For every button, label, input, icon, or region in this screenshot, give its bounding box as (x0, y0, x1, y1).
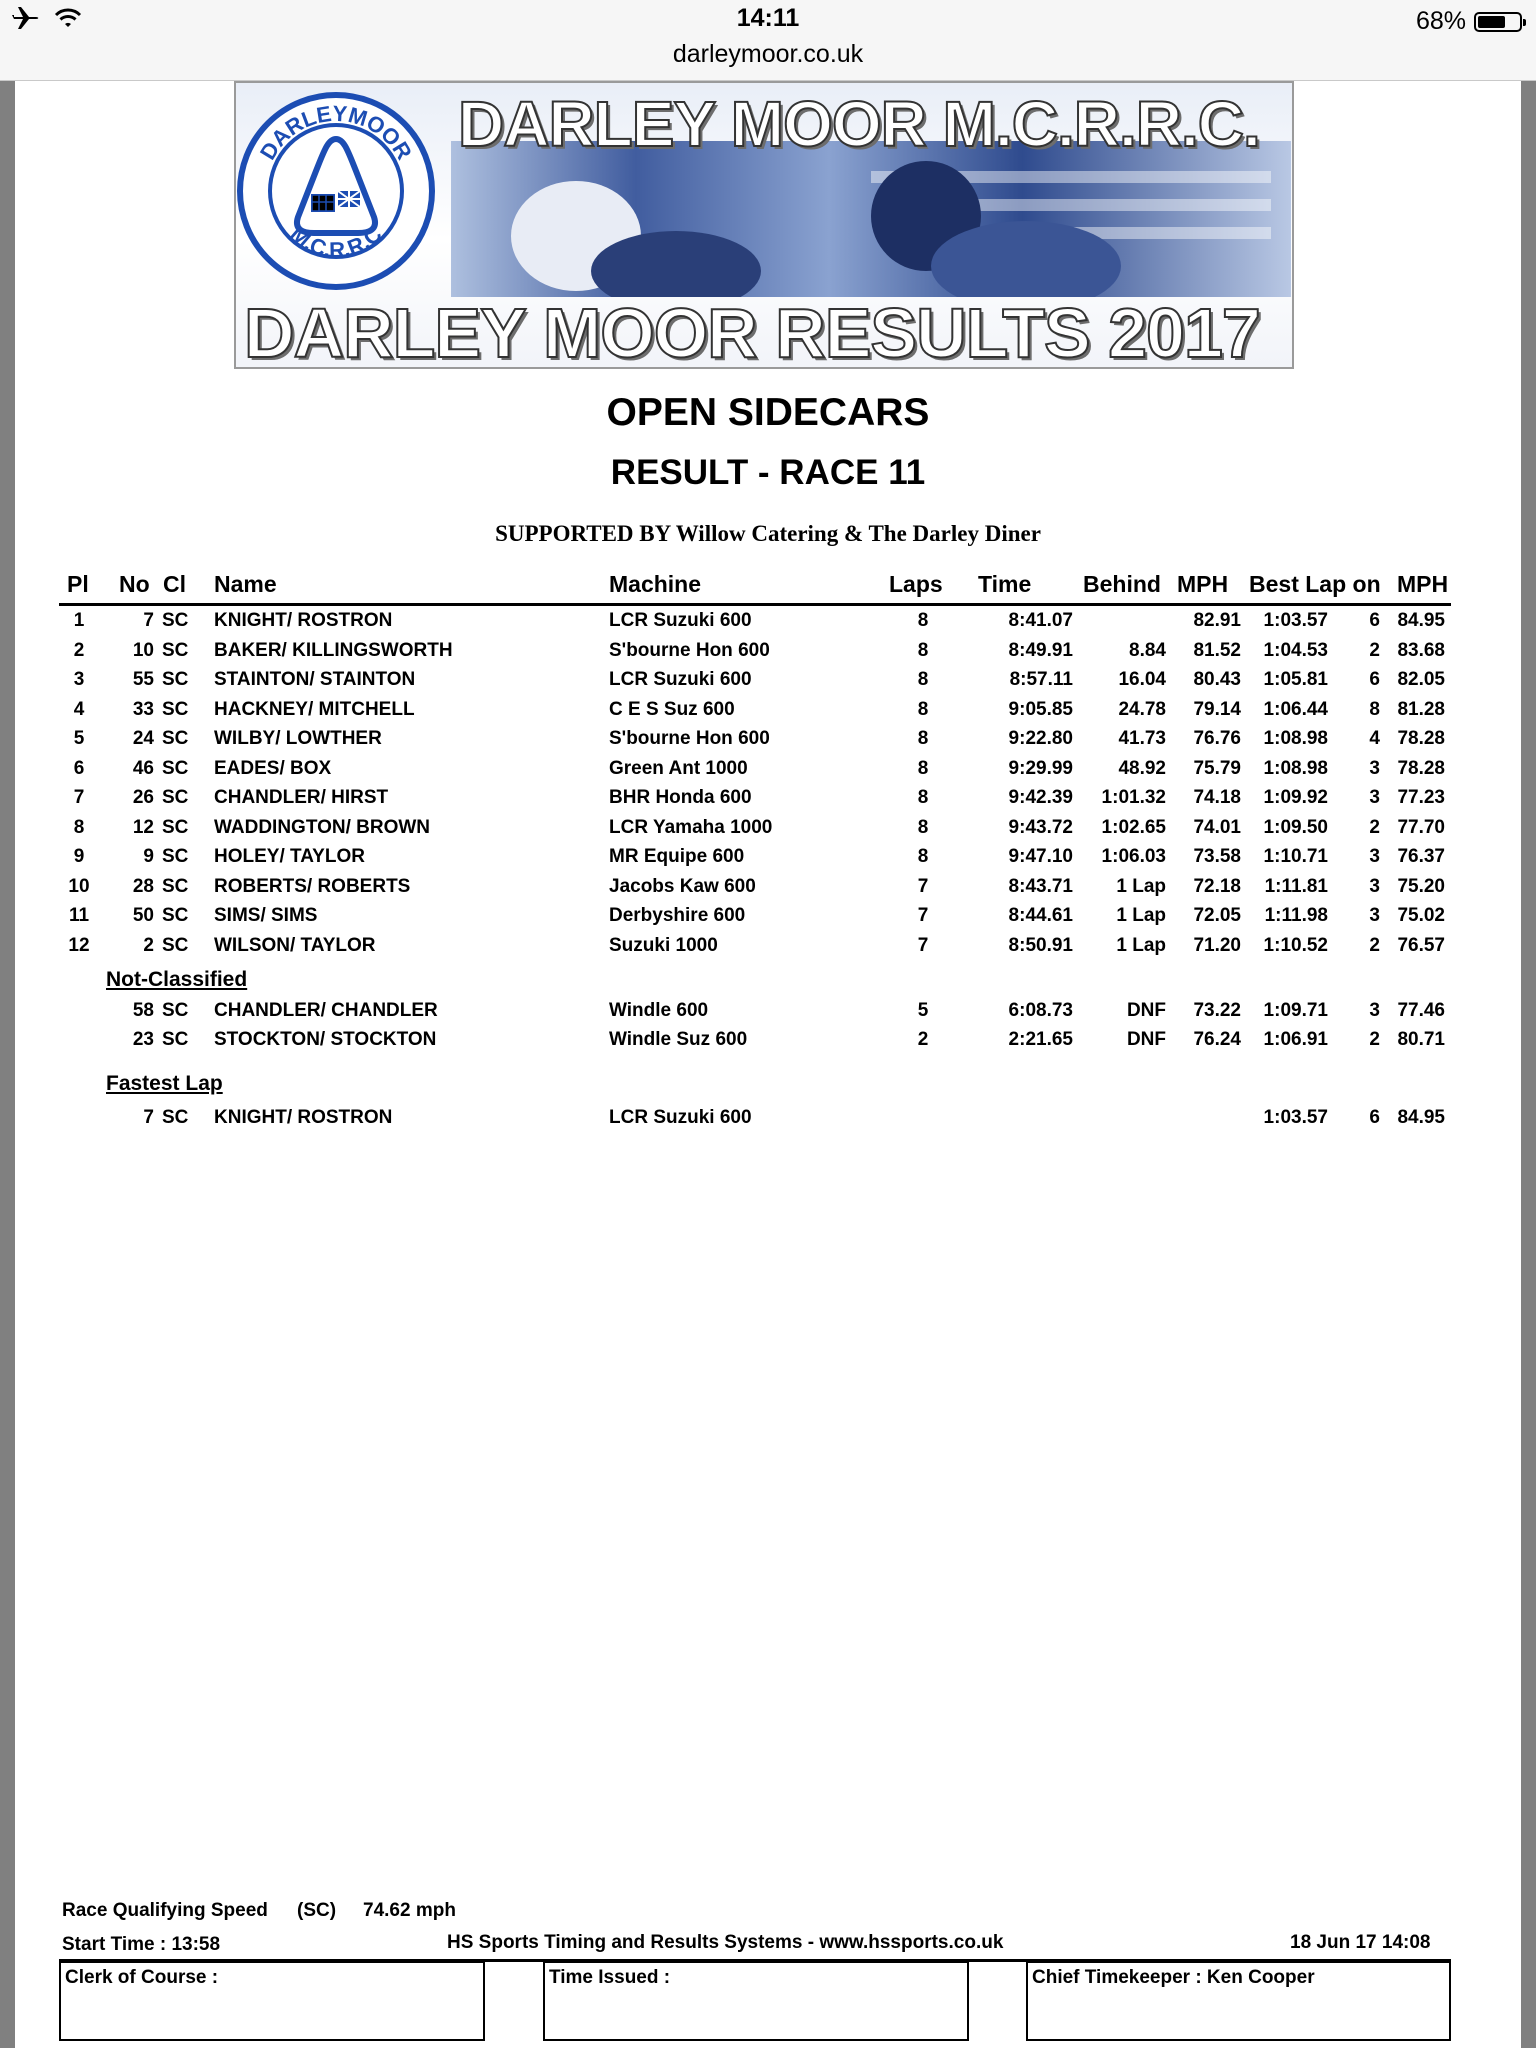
column-header: Cl (163, 571, 186, 597)
logo-bottom-text: M.C.R.R.C (285, 221, 387, 263)
cell-machine: LCR Suzuki 600 (609, 1107, 752, 1128)
cell-no: 33 (132, 698, 154, 720)
cell-laps: 8 (917, 787, 929, 808)
cell-behind: 24.78 (1118, 698, 1166, 720)
cell-pl: 11 (68, 905, 90, 926)
cell-cl: SC (162, 934, 189, 956)
cell-mph: 76.24 (1193, 1029, 1241, 1050)
cell-mph: 73.22 (1193, 1000, 1241, 1021)
cell-best-mph: 76.57 (1397, 934, 1445, 956)
cell-mph: 72.05 (1193, 905, 1241, 926)
cell-best: 1:11.81 (1264, 875, 1328, 897)
cell-no: 24 (132, 728, 154, 749)
qualifying-speed-value: 74.62 mph (363, 1900, 456, 1921)
cell-name: SIMS/ SIMS (214, 905, 318, 926)
cell-time: 9:22.80 (1008, 728, 1073, 749)
column-header: Best Lap on (1249, 571, 1381, 597)
cell-best: 1:10.52 (1263, 934, 1328, 956)
column-header: Name (214, 571, 277, 597)
cell-mph: 72.18 (1193, 875, 1241, 897)
cell-no: 28 (132, 875, 154, 897)
cell-machine: Suzuki 1000 (609, 934, 718, 956)
cell-name: WILSON/ TAYLOR (214, 934, 376, 956)
cell-machine: LCR Suzuki 600 (609, 610, 752, 631)
cell-machine: Windle Suz 600 (609, 1029, 748, 1050)
cell-mph: 79.14 (1193, 698, 1241, 720)
cell-best-mph: 81.28 (1397, 698, 1445, 720)
cell-time: 8:49.91 (1008, 639, 1073, 661)
clerk-of-course-box (59, 1961, 485, 2041)
cell-mph: 71.20 (1193, 934, 1241, 956)
cell-on: 6 (1369, 669, 1380, 690)
cell-time: 9:29.99 (1008, 757, 1073, 779)
cell-pl: 1 (73, 610, 85, 631)
cell-best: 1:08.98 (1263, 757, 1328, 779)
cell-name: KNIGHT/ ROSTRON (214, 1107, 393, 1128)
cell-best-mph: 84.95 (1397, 610, 1445, 631)
header-banner (234, 81, 1294, 369)
cell-laps: 2 (917, 1029, 929, 1050)
cell-best-mph: 84.95 (1397, 1107, 1445, 1128)
column-header: MPH (1177, 571, 1229, 597)
cell-on: 8 (1369, 698, 1380, 720)
cell-name: ROBERTS/ ROBERTS (214, 875, 411, 897)
cell-machine: Windle 600 (609, 1000, 709, 1021)
cell-pl: 8 (73, 816, 85, 838)
cell-laps: 8 (917, 846, 929, 867)
cell-on: 3 (1369, 757, 1380, 779)
cell-laps: 8 (917, 639, 929, 661)
time-issued-box (543, 1961, 969, 2041)
results-document (15, 81, 1521, 2048)
cell-name: STOCKTON/ STOCKTON (214, 1029, 437, 1050)
cell-no: 46 (132, 757, 154, 779)
qualifying-speed-class: (SC) (297, 1900, 337, 1921)
cell-name: WILBY/ LOWTHER (214, 728, 382, 749)
cell-laps: 7 (917, 934, 929, 956)
cell-machine: Derbyshire 600 (609, 905, 746, 926)
cell-best-mph: 83.68 (1397, 639, 1445, 661)
cell-laps: 8 (917, 610, 929, 631)
start-time: Start Time : 13:58 (62, 1934, 221, 1955)
cell-cl: SC (162, 846, 189, 867)
cell-mph: 75.79 (1193, 757, 1241, 779)
cell-behind: DNF (1126, 1000, 1166, 1021)
cell-on: 3 (1369, 787, 1380, 808)
battery-percentage: 68% (1415, 7, 1466, 35)
cell-no: 23 (132, 1029, 154, 1050)
cell-cl: SC (162, 875, 189, 897)
cell-laps: 7 (917, 905, 929, 926)
cell-best: 1:09.50 (1263, 816, 1328, 838)
chief-timekeeper-box (1026, 1961, 1451, 2041)
club-logo (236, 91, 436, 291)
cell-laps: 8 (917, 816, 929, 838)
cell-pl: 5 (73, 728, 85, 749)
cell-pl: 3 (73, 669, 85, 690)
cell-best: 1:05.81 (1263, 669, 1328, 690)
timing-credit: HS Sports Timing and Results Systems - www.hssports.co.uk (447, 1932, 1004, 1953)
cell-pl: 12 (68, 934, 90, 956)
cell-machine: S'bourne Hon 600 (609, 728, 770, 749)
cell-best-mph: 80.71 (1397, 1029, 1445, 1050)
cell-pl: 10 (68, 875, 90, 897)
cell-name: BAKER/ KILLINGSWORTH (214, 639, 453, 661)
cell-name: KNIGHT/ ROSTRON (214, 610, 393, 631)
cell-on: 3 (1369, 875, 1380, 897)
cell-cl: SC (162, 757, 189, 779)
not-classified-label: Not-Classified (106, 968, 248, 991)
issued-date: 18 Jun 17 14:08 (1290, 1932, 1431, 1953)
cell-on: 2 (1369, 816, 1380, 838)
cell-best-mph: 76.37 (1397, 846, 1445, 867)
cell-mph: 76.76 (1193, 728, 1241, 749)
cell-pl: 9 (73, 846, 85, 867)
cell-on: 4 (1369, 728, 1380, 749)
cell-behind: 41.73 (1118, 728, 1166, 749)
cell-cl: SC (162, 1000, 189, 1021)
cell-laps: 8 (917, 757, 929, 779)
cell-machine: BHR Honda 600 (609, 787, 752, 808)
cell-machine: LCR Suzuki 600 (609, 669, 752, 690)
cell-best-mph: 82.05 (1397, 669, 1445, 690)
cell-behind: 1 Lap (1116, 875, 1166, 897)
cell-behind: 16.04 (1118, 669, 1166, 690)
cell-laps: 7 (917, 875, 929, 897)
cell-on: 3 (1369, 905, 1380, 926)
cell-no: 7 (143, 1107, 154, 1128)
column-header: Laps (889, 571, 943, 597)
cell-cl: SC (162, 698, 189, 720)
chief-timekeeper-label: Chief Timekeeper : Ken Cooper (1032, 1967, 1315, 1988)
cell-on: 2 (1369, 1029, 1380, 1050)
status-time: 14:11 (736, 4, 800, 32)
cell-behind: 1:01.32 (1101, 787, 1166, 808)
cell-cl: SC (162, 669, 189, 690)
cell-best: 1:08.98 (1263, 728, 1328, 749)
race-class-title: OPEN SIDECARS (606, 391, 930, 434)
banner-title-top: DARLEY MOOR M.C.R.R.C. (458, 88, 1260, 160)
cell-no: 50 (132, 905, 154, 926)
cell-machine: C E S Suz 600 (609, 698, 735, 720)
battery-icon (1474, 12, 1522, 32)
cell-behind: 1 Lap (1116, 905, 1166, 926)
cell-mph: 82.91 (1193, 610, 1241, 631)
cell-best: 1:03.57 (1263, 610, 1328, 631)
column-header: No (119, 571, 150, 597)
cell-time: 8:44.61 (1008, 905, 1073, 926)
cell-laps: 8 (917, 728, 929, 749)
cell-no: 9 (143, 846, 154, 867)
cell-behind: 1:06.03 (1101, 846, 1166, 867)
cell-on: 3 (1369, 1000, 1380, 1021)
cell-no: 7 (143, 610, 154, 631)
battery-indicator (1416, 7, 1522, 36)
cell-on: 3 (1369, 846, 1380, 867)
cell-best: 1:10.71 (1263, 846, 1328, 867)
race-result-title: RESULT - RACE 11 (610, 453, 926, 492)
cell-mph: 73.58 (1193, 846, 1241, 867)
fastest-lap-label: Fastest Lap (106, 1072, 223, 1095)
cell-best: 1:11.98 (1264, 905, 1328, 926)
cell-best-mph: 75.20 (1397, 875, 1445, 897)
cell-best: 1:03.57 (1263, 1107, 1328, 1128)
time-issued-label: Time Issued : (549, 1967, 671, 1988)
cell-name: HACKNEY/ MITCHELL (214, 698, 415, 720)
banner-title-bottom: DARLEY MOOR RESULTS 2017 (244, 294, 1260, 369)
cell-best-mph: 75.02 (1397, 905, 1445, 926)
status-bar (0, 0, 1536, 81)
column-header: Pl (67, 571, 89, 597)
cell-time: 9:43.72 (1008, 816, 1073, 838)
cell-best-mph: 77.23 (1397, 787, 1445, 808)
cell-machine: S'bourne Hon 600 (609, 639, 770, 661)
cell-mph: 81.52 (1193, 639, 1241, 661)
cell-cl: SC (162, 816, 189, 838)
cell-laps: 8 (917, 698, 929, 720)
cell-best: 1:06.91 (1263, 1029, 1328, 1050)
cell-no: 12 (132, 816, 154, 838)
cell-laps: 5 (917, 1000, 929, 1021)
cell-pl: 7 (73, 787, 85, 808)
header-rule (59, 603, 1451, 606)
cell-name: CHANDLER/ HIRST (214, 787, 389, 808)
cell-no: 10 (132, 639, 154, 661)
cell-name: CHANDLER/ CHANDLER (214, 1000, 438, 1021)
cell-cl: SC (162, 639, 189, 661)
logo-top-text: DARLEYMOOR (254, 100, 418, 164)
cell-time: 6:08.73 (1008, 1000, 1073, 1021)
cell-behind: 1:02.65 (1101, 816, 1166, 838)
banner-photo (451, 141, 1291, 297)
cell-time: 8:41.07 (1008, 610, 1073, 631)
cell-cl: SC (162, 905, 189, 926)
cell-name: EADES/ BOX (214, 757, 332, 779)
address-bar-url[interactable]: darleymoor.co.uk (672, 40, 864, 68)
cell-machine: Green Ant 1000 (609, 757, 748, 779)
cell-cl: SC (162, 610, 189, 631)
cell-no: 2 (143, 934, 154, 956)
cell-machine: Jacobs Kaw 600 (609, 875, 756, 897)
clerk-of-course-label: Clerk of Course : (65, 1967, 219, 1988)
sponsor-line: SUPPORTED BY Willow Catering & The Darley Diner (495, 521, 1041, 546)
column-header: Machine (609, 571, 702, 597)
cell-name: STAINTON/ STAINTON (214, 669, 416, 690)
cell-laps: 8 (917, 669, 929, 690)
cell-best: 1:06.44 (1263, 698, 1328, 720)
column-header: MPH (1397, 571, 1449, 597)
cell-no: 26 (132, 787, 154, 808)
cell-behind: 1 Lap (1116, 934, 1166, 956)
cell-cl: SC (162, 787, 189, 808)
cell-time: 2:21.65 (1008, 1029, 1073, 1050)
cell-time: 9:05.85 (1008, 698, 1073, 720)
cell-no: 58 (132, 1000, 154, 1021)
cell-on: 6 (1369, 610, 1380, 631)
cell-best: 1:04.53 (1263, 639, 1328, 661)
cell-on: 2 (1369, 934, 1380, 956)
cell-mph: 74.18 (1193, 787, 1241, 808)
cell-behind: DNF (1126, 1029, 1166, 1050)
cell-time: 8:57.11 (1009, 669, 1073, 690)
column-header: Behind (1083, 571, 1161, 597)
cell-mph: 80.43 (1193, 669, 1241, 690)
cell-on: 6 (1369, 1107, 1380, 1128)
cell-cl: SC (162, 1107, 189, 1128)
cell-best: 1:09.71 (1263, 1000, 1328, 1021)
cell-best-mph: 77.46 (1397, 1000, 1445, 1021)
cell-name: WADDINGTON/ BROWN (214, 816, 431, 838)
cell-best: 1:09.92 (1263, 787, 1328, 808)
cell-behind: 8.84 (1129, 639, 1166, 661)
cell-time: 8:43.71 (1008, 875, 1073, 897)
cell-mph: 74.01 (1193, 816, 1241, 838)
column-header: Time (978, 571, 1032, 597)
qualifying-speed-label: Race Qualifying Speed (62, 1900, 268, 1921)
cell-best-mph: 78.28 (1397, 757, 1445, 779)
cell-machine: MR Equipe 600 (609, 846, 745, 867)
cell-pl: 2 (73, 639, 85, 661)
cell-best-mph: 77.70 (1397, 816, 1445, 838)
cell-no: 55 (132, 669, 154, 690)
cell-machine: LCR Yamaha 1000 (609, 816, 773, 838)
battery-level (1478, 16, 1505, 28)
cell-time: 9:42.39 (1008, 787, 1073, 808)
cell-best-mph: 78.28 (1397, 728, 1445, 749)
cell-behind: 48.92 (1118, 757, 1166, 779)
cell-name: HOLEY/ TAYLOR (214, 846, 365, 867)
cell-time: 8:50.91 (1008, 934, 1073, 956)
cell-on: 2 (1369, 639, 1380, 661)
cell-cl: SC (162, 728, 189, 749)
cell-pl: 4 (73, 698, 85, 720)
cell-time: 9:47.10 (1008, 846, 1073, 867)
cell-cl: SC (162, 1029, 189, 1050)
cell-pl: 6 (73, 757, 85, 779)
